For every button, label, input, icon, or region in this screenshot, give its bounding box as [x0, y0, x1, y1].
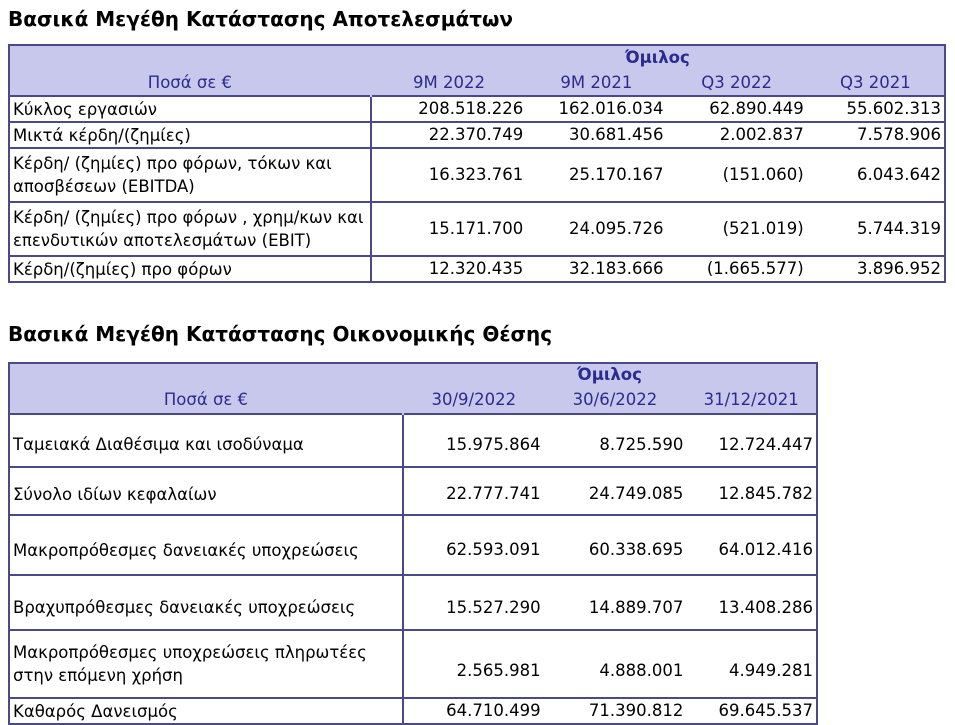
table-row: [9, 148, 945, 202]
group-header-row: [9, 363, 817, 387]
table-row: [9, 630, 817, 698]
cell-value: 22.777.741: [403, 467, 544, 515]
cell-value: 208.518.226: [371, 96, 526, 122]
table-row: [9, 414, 817, 467]
column-header: 9M 2021: [526, 71, 666, 97]
column-header: 30/9/2022: [403, 387, 544, 415]
table-row: [9, 122, 945, 148]
cell-value: 5.744.319: [807, 202, 945, 256]
cell-value: 69.645.537: [686, 698, 817, 724]
group-label: Όμιλος: [403, 363, 817, 387]
cell-value: 2.002.837: [667, 122, 807, 148]
table-row: [9, 467, 817, 515]
row-label: Ταμειακά Διαθέσιμα και ισοδύναμα: [9, 414, 403, 467]
cell-value: 16.323.761: [371, 148, 526, 202]
row-label: Κέρδη/ (ζημίες) προ φόρων , χρημ/κων και επενδυτικών αποτελεσμάτων (EBIT): [9, 202, 371, 256]
row-label: Βραχυπρόθεσμες δανειακές υποχρεώσεις: [9, 575, 403, 630]
column-header: Q3 2022: [667, 71, 807, 97]
cell-value: (521.019): [667, 202, 807, 256]
row-label: Κέρδη/ (ζημίες) προ φόρων, τόκων και αποσβέσεων (EBITDA): [9, 148, 371, 202]
cell-value: 55.602.313: [807, 96, 945, 122]
row-label: Μακροπρόθεσμες υποχρεώσεις πληρωτέες στην επόμενη χρήση: [9, 630, 403, 698]
cell-value: (151.060): [667, 148, 807, 202]
cell-value: 60.338.695: [544, 515, 687, 575]
table-row: [9, 256, 945, 282]
header-spacer: [9, 363, 403, 387]
cell-value: 71.390.812: [544, 698, 687, 724]
column-header: 9M 2022: [371, 71, 526, 97]
cell-value: 15.975.864: [403, 414, 544, 467]
column-header-row: [9, 71, 945, 97]
financial-position-table: [8, 362, 818, 725]
cell-value: 25.170.167: [526, 148, 666, 202]
table-row: [9, 96, 945, 122]
cell-value: 64.012.416: [686, 515, 817, 575]
cell-value: 13.408.286: [686, 575, 817, 630]
cell-value: 2.565.981: [403, 630, 544, 698]
cell-value: 6.043.642: [807, 148, 945, 202]
row-label: Σύνολο ιδίων κεφαλαίων: [9, 467, 403, 515]
cell-value: (1.665.577): [667, 256, 807, 282]
cell-value: 24.749.085: [544, 467, 687, 515]
position-table-title: Βασικά Μεγέθη Κατάστασης Οικονομικής Θέσης: [8, 322, 553, 346]
cell-value: 162.016.034: [526, 96, 666, 122]
cell-value: 32.183.666: [526, 256, 666, 282]
cell-value: 22.370.749: [371, 122, 526, 148]
cell-value: 8.725.590: [544, 414, 687, 467]
cell-value: 15.171.700: [371, 202, 526, 256]
row-label: Κύκλος εργασιών: [9, 96, 371, 122]
cell-value: 12.320.435: [371, 256, 526, 282]
cell-value: 62.890.449: [667, 96, 807, 122]
header-spacer: [9, 45, 371, 71]
cell-value: 64.710.499: [403, 698, 544, 724]
group-header-row: [9, 45, 945, 71]
cell-value: 12.724.447: [686, 414, 817, 467]
cell-value: 62.593.091: [403, 515, 544, 575]
amounts-label: Ποσά σε €: [9, 71, 371, 97]
row-label: Μακροπρόθεσμες δανειακές υποχρεώσεις: [9, 515, 403, 575]
row-label: Μικτά κέρδη/(ζημίες): [9, 122, 371, 148]
table-row: [9, 202, 945, 256]
group-label: Όμιλος: [371, 45, 945, 71]
row-label: Καθαρός Δανεισμός: [9, 698, 403, 724]
cell-value: 14.889.707: [544, 575, 687, 630]
cell-value: 30.681.456: [526, 122, 666, 148]
income-statement-table: [8, 44, 946, 283]
cell-value: 3.896.952: [807, 256, 945, 282]
cell-value: 24.095.726: [526, 202, 666, 256]
cell-value: 7.578.906: [807, 122, 945, 148]
table-row: [9, 515, 817, 575]
column-header: 31/12/2021: [686, 387, 817, 415]
row-label: Κέρδη/(ζημίες) προ φόρων: [9, 256, 371, 282]
results-table-title: Βασικά Μεγέθη Κατάστασης Αποτελεσμάτων: [8, 7, 513, 31]
cell-value: 4.888.001: [544, 630, 687, 698]
column-header: Q3 2021: [807, 71, 945, 97]
cell-value: 15.527.290: [403, 575, 544, 630]
column-header-row: [9, 387, 817, 415]
table-row: [9, 575, 817, 630]
cell-value: 12.845.782: [686, 467, 817, 515]
table-row: [9, 698, 817, 724]
cell-value: 4.949.281: [686, 630, 817, 698]
column-header: 30/6/2022: [544, 387, 687, 415]
amounts-label: Ποσά σε €: [9, 387, 403, 415]
